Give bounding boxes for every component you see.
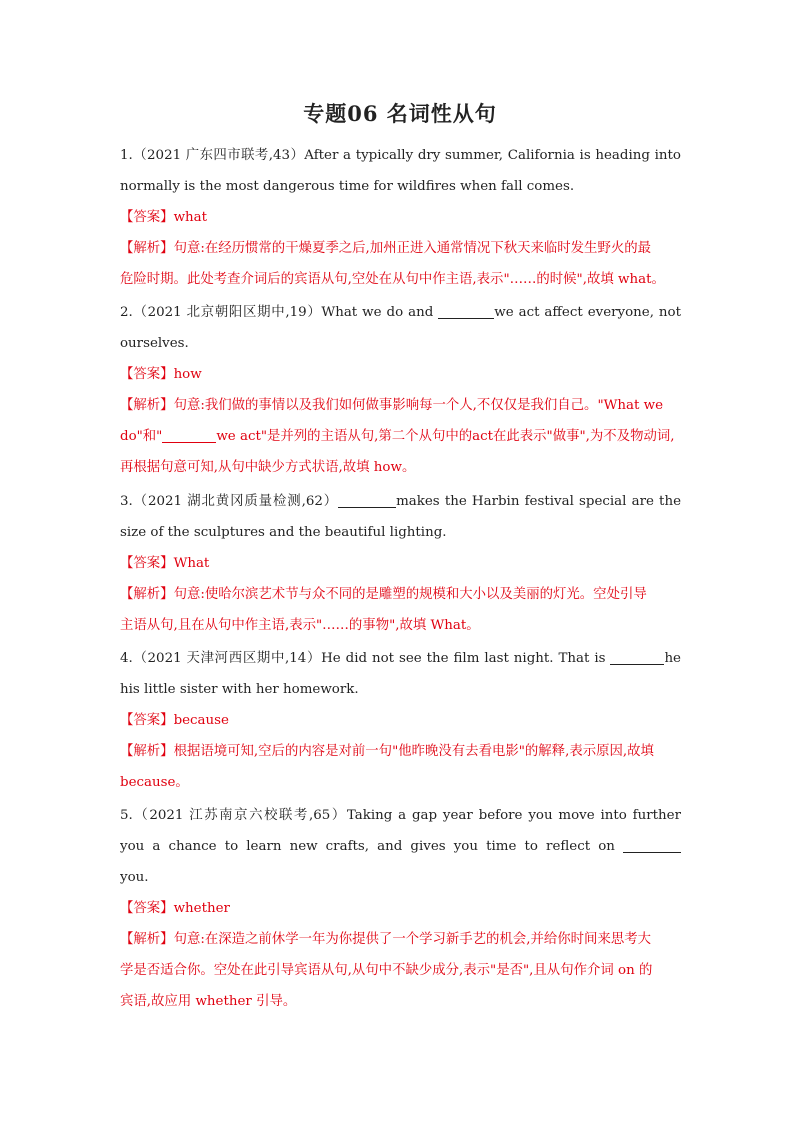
analysis-line <box>120 390 681 421</box>
analysis-text: 主语从句,且在从句中作主语,表示"……的事物",故填 What。 <box>120 618 480 633</box>
question-1 <box>120 140 681 295</box>
analysis-text: 根据语境可知,空后的内容是对前一句"他昨晚没有去看电影"的解释,表示原因,故填 <box>173 744 654 759</box>
analysis-tag: 【解析】 <box>120 744 174 759</box>
answer-tag: 【答案】 <box>120 713 174 728</box>
question-text <box>120 486 681 517</box>
analysis-line <box>120 233 681 264</box>
answer-line <box>120 359 681 390</box>
analysis-text: 句意:我们做的事情以及我们如何做事影响每一个人,不仅仅是我们自己。"What we <box>173 398 663 413</box>
answer-tag: 【答案】 <box>120 901 174 916</box>
analysis-text: 句意:在深造之前休学一年为你提供了一个学习新手艺的机会,并给你时间来思考大 <box>173 932 651 947</box>
question-3 <box>120 486 681 641</box>
answer-value: because <box>173 713 229 728</box>
question-4 <box>120 643 681 798</box>
question-5 <box>120 800 681 1017</box>
analysis-line <box>120 736 681 767</box>
answer-tag: 【答案】 <box>120 556 174 571</box>
question-text <box>120 297 681 328</box>
analysis-text: because。 <box>120 775 189 790</box>
analysis-line <box>120 579 681 610</box>
analysis-text: 句意:在经历惯常的干燥夏季之后,加州正进入通常情况下秋天来临时发生野火的最 <box>173 241 651 256</box>
question-2 <box>120 297 681 483</box>
question-text-part: 3.（2021 湖北黄冈质量检测,62） <box>120 494 339 509</box>
answer-blank <box>162 426 216 443</box>
question-text-part: 4.（2021 天津河西区期中,14）He did not see the film last night. That is <box>120 651 611 666</box>
question-text <box>120 643 681 674</box>
question-text-part: 2.（2021 北京朝阳区期中,19）What we do and <box>120 305 439 320</box>
question-text: you. <box>120 870 149 885</box>
analysis-text: 再根据句意可知,从句中缺少方式状语,故填 how。 <box>120 460 416 475</box>
answer-value: What <box>173 556 210 571</box>
analysis-line <box>120 421 681 452</box>
answer-line <box>120 893 681 924</box>
analysis-text: do"和" <box>120 429 163 444</box>
answer-value: what <box>173 210 208 225</box>
question-text-part: he <box>664 651 681 666</box>
answer-blank <box>438 302 494 319</box>
analysis-text: 学是否适合你。空处在此引导宾语从句,从句中不缺少成分,表示"是否",且从句作介词 on 的 <box>120 963 653 978</box>
answer-value: how <box>173 367 202 382</box>
question-text-part: you a chance to learn new crafts, and gives you time to reflect on <box>120 839 623 854</box>
answer-blank <box>338 491 396 508</box>
analysis-tag: 【解析】 <box>120 932 174 947</box>
answer-blank <box>610 648 664 665</box>
analysis-line <box>120 924 681 955</box>
page-title: 专题06 名词性从句 <box>303 101 497 126</box>
question-text: 1.（2021 广东四市联考,43）After a typically dry summer, California is heading into <box>120 148 681 163</box>
question-text: his little sister with her homework. <box>120 682 359 697</box>
answer-value: whether <box>173 901 230 916</box>
answer-tag: 【答案】 <box>120 367 174 382</box>
answer-line <box>120 548 681 579</box>
analysis-text: 危险时期。此处考查介词后的宾语从句,空处在从句中作主语,表示"……的时候",故填 what。 <box>120 272 665 287</box>
answer-line <box>120 202 681 233</box>
question-text-part: we act affect everyone, not <box>494 305 681 320</box>
analysis-tag: 【解析】 <box>120 241 174 256</box>
analysis-tag: 【解析】 <box>120 587 174 602</box>
answer-blank <box>623 836 681 853</box>
question-text: 5.（2021 江苏南京六校联考,65）Taking a gap year before you move into further <box>120 808 681 823</box>
analysis-tag: 【解析】 <box>120 398 174 413</box>
answer-line <box>120 705 681 736</box>
answer-tag: 【答案】 <box>120 210 174 225</box>
question-text <box>120 831 681 862</box>
analysis-text: 宾语,故应用 whether 引导。 <box>120 994 297 1009</box>
question-text: normally is the most dangerous time for wildfires when fall comes. <box>120 179 575 194</box>
analysis-text: 句意:使哈尔滨艺术节与众不同的是雕塑的规模和大小以及美丽的灯光。空处引导 <box>173 587 647 602</box>
question-text-part: makes the Harbin festival special are the <box>396 494 681 509</box>
question-text: size of the sculptures and the beautiful lighting. <box>120 525 447 540</box>
question-text: ourselves. <box>120 336 189 351</box>
analysis-text: we act"是并列的主语从句,第二个从句中的act在此表示"做事",为不及物动词, <box>216 429 675 444</box>
